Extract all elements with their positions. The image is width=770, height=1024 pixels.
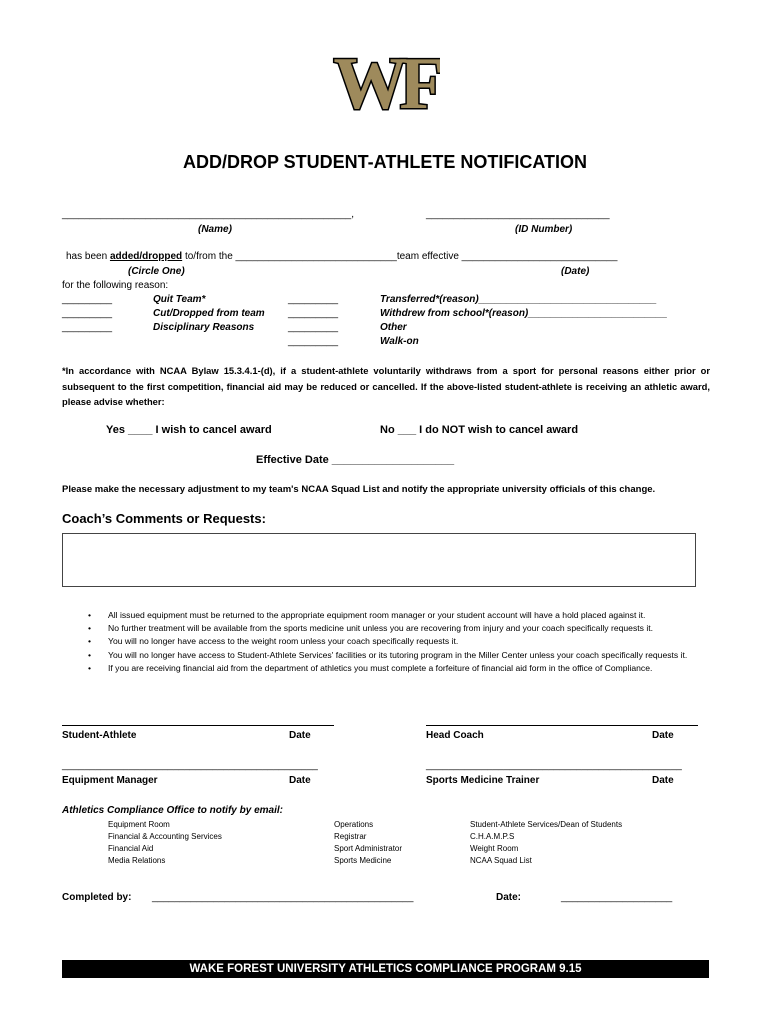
notify-column-3 <box>470 819 622 867</box>
list-item: Operations <box>334 820 374 829</box>
notify-column-2 <box>334 819 402 867</box>
list-item: Financial Aid <box>108 844 154 853</box>
date-label: (Date) <box>561 266 590 277</box>
head-coach-label: Head Coach <box>426 730 484 741</box>
wf-logo-graphic <box>330 42 440 124</box>
completed-by-label: Completed by: <box>62 892 132 903</box>
list-item: NCAA Squad List <box>470 856 532 865</box>
reason-intro: for the following reason: <box>62 280 169 291</box>
completed-date-label: Date: <box>496 892 522 903</box>
completed-date-line[interactable]: ____________________ <box>561 892 673 903</box>
sports-medicine-label: Sports Medicine Trainer <box>426 775 540 786</box>
student-athlete-date-label: Date <box>289 730 311 741</box>
reason-label: Quit Team* <box>153 294 206 305</box>
id-label: (ID Number) <box>515 224 573 235</box>
reason-label: Walk-on <box>380 336 419 347</box>
name-label: (Name) <box>198 224 232 235</box>
list-item: Student-Athlete Services/Dean of Students <box>470 820 623 829</box>
reason-label: Cut/Dropped from team <box>153 308 265 319</box>
notify-column-1 <box>108 819 222 867</box>
head-coach-signature-line[interactable] <box>426 725 698 726</box>
reason-blank[interactable]: _________ <box>288 308 339 319</box>
equipment-manager-date-label: Date <box>289 775 311 786</box>
list-item: • If you are receiving financial aid from the department of athletics you must complete a forfeiture of financial aid form in the office of Compliance. <box>88 662 708 675</box>
list-item: Media Relations <box>108 856 166 865</box>
no-cancel-option[interactable]: No ___ I do NOT wish to cancel award <box>380 424 579 436</box>
wf-logo <box>330 42 440 124</box>
equipment-manager-label: Equipment Manager <box>62 775 158 786</box>
team-effective-text[interactable]: to/from the _____________________________team effective ____________________________ <box>184 251 618 262</box>
footer-banner: WAKE FOREST UNIVERSITY ATHLETICS COMPLIANCE PROGRAM 9.15 <box>62 960 709 978</box>
sports-medicine-date-label: Date <box>652 775 674 786</box>
ncaa-bylaw-note: *In accordance with NCAA Bylaw 15.3.4.1-(d), if a student-athlete voluntarily withdraws from a sport for personal reasons either prior or subsequent to the first competition, financial aid may be reduced or cancelled. If the above-listed student-athlete is receiving an athletic award, please advise whether: <box>62 365 710 407</box>
list-item: Equipment Room <box>108 820 170 829</box>
reason-blank[interactable]: _________ <box>62 294 113 305</box>
effective-date-field[interactable]: Effective Date ____________________ <box>256 454 455 466</box>
added-dropped-choice[interactable]: added/dropped <box>109 251 183 262</box>
student-athlete-label: Student-Athlete <box>62 730 137 741</box>
reason-label[interactable]: Transferred*(reason)________________________________ <box>380 294 657 305</box>
reason-blank[interactable]: _________ <box>288 336 339 347</box>
form-title: ADD/DROP STUDENT-ATHLETE NOTIFICATION <box>183 152 587 172</box>
yes-cancel-option[interactable]: Yes ____ I wish to cancel award <box>106 424 272 436</box>
list-item: • You will no longer have access to the weight room unless your coach specifically requests it. <box>88 635 708 648</box>
policy-bullet-list <box>88 609 708 675</box>
sports-medicine-signature-line[interactable]: ______________________________________________ <box>426 760 682 771</box>
reason-blank[interactable]: _________ <box>288 322 339 333</box>
head-coach-date-label: Date <box>652 730 674 741</box>
logo-letters: WF <box>333 43 437 124</box>
student-athlete-signature-line[interactable] <box>62 725 334 726</box>
reason-label: Other <box>380 322 407 333</box>
name-blank[interactable]: ____________________________________________________, <box>62 209 354 220</box>
reason-blank[interactable]: _________ <box>62 322 113 333</box>
list-item: • No further treatment will be available from the sports medicine unit unless you are recovering from injury and your coach specifically requests it. <box>88 622 708 635</box>
comments-heading: Coach’s Comments or Requests: <box>62 511 266 526</box>
comments-box[interactable] <box>62 533 696 587</box>
status-sentence <box>66 251 617 262</box>
notify-heading: Athletics Compliance Office to notify by email: <box>62 805 283 816</box>
list-item: Financial & Accounting Services <box>108 832 222 841</box>
list-item: Registrar <box>334 832 367 841</box>
list-item: • All issued equipment must be returned to the appropriate equipment room manager or your student account will have a hold placed against it. <box>88 609 708 622</box>
reason-label[interactable]: Withdrew from school*(reason)_________________________ <box>380 308 668 319</box>
list-item: Sports Medicine <box>334 856 392 865</box>
reason-label: Disciplinary Reasons <box>153 322 255 333</box>
reason-blank[interactable]: _________ <box>288 294 339 305</box>
list-item: Weight Room <box>470 844 519 853</box>
adjustment-note: Please make the necessary adjustment to my team's NCAA Squad List and notify the appropriate university officials of this change. <box>62 484 656 495</box>
completed-by-line[interactable]: _______________________________________________ <box>152 892 414 903</box>
list-item: Sport Administrator <box>334 844 403 853</box>
equipment-manager-signature-line[interactable]: ______________________________________________ <box>62 760 318 771</box>
list-item: • You will no longer have access to Student-Athlete Services' facilities or its tutoring program in the Miller Center unless your coach specifically requests it. <box>88 649 708 662</box>
reason-blank[interactable]: _________ <box>62 308 113 319</box>
circle-one-label: (Circle One) <box>128 266 185 277</box>
id-blank[interactable]: _________________________________ <box>426 209 610 220</box>
list-item: C.H.A.M.P.S <box>470 832 515 841</box>
has-been-text: has been <box>66 251 108 262</box>
